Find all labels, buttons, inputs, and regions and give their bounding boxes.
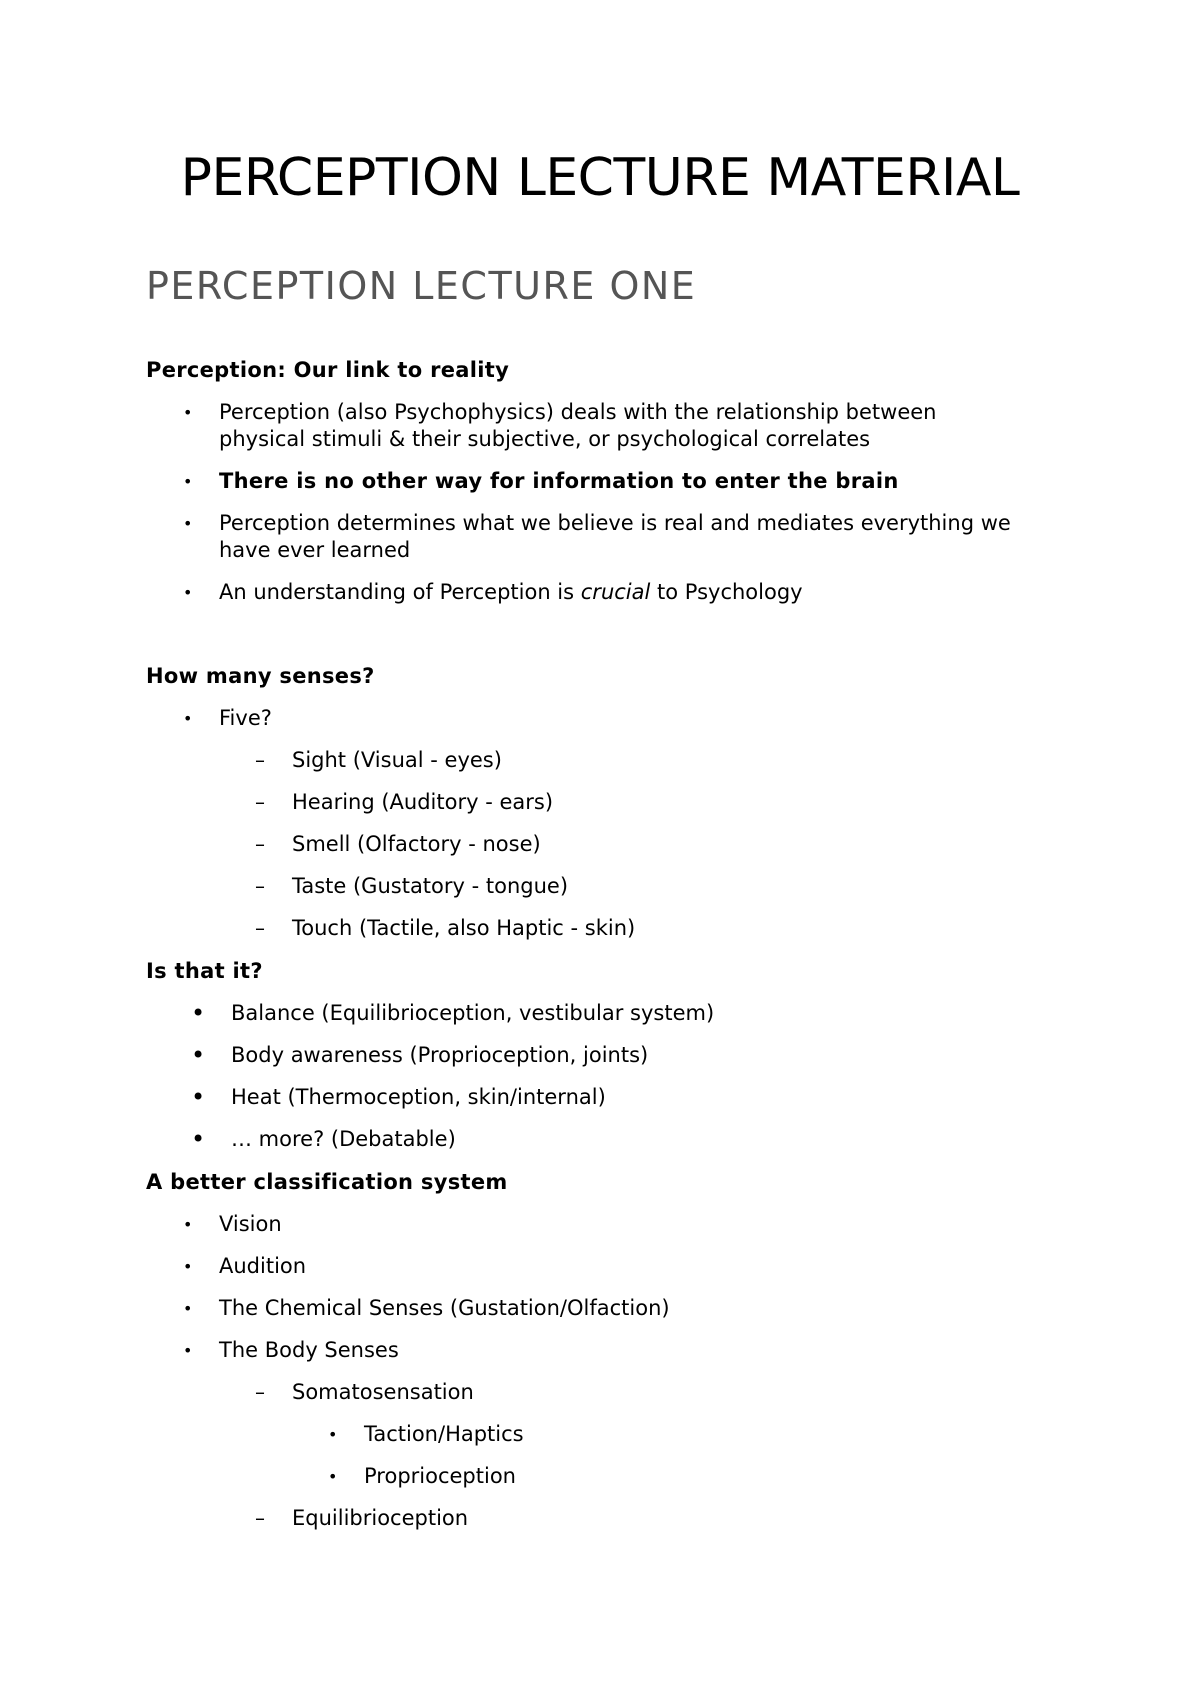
list-item-continuation: have ever learned: [219, 538, 411, 562]
list-item: Five?: [219, 706, 272, 730]
bullet-marker: •: [191, 999, 206, 1027]
document-title: PERCEPTION LECTURE MATERIAL: [180, 148, 1020, 208]
bullet-marker: •: [183, 709, 193, 728]
sub-list-item: Equilibrioception: [292, 1506, 469, 1530]
bullet-marker: •: [183, 514, 193, 533]
list-item: The Chemical Senses (Gustation/Olfaction): [219, 1296, 670, 1320]
list-item-continuation: physical stimuli & their subjective, or psychological correlates: [219, 427, 871, 451]
sub-list-item: Sight (Visual - eyes): [292, 748, 502, 772]
section-heading-how-many-senses: How many senses?: [146, 664, 375, 688]
bullet-marker: •: [328, 1467, 338, 1486]
lecture-subtitle: PERCEPTION LECTURE ONE: [146, 264, 697, 308]
bullet-marker: •: [191, 1083, 206, 1111]
sub-list-item: Taste (Gustatory - tongue): [292, 874, 569, 898]
list-item: Balance (Equilibrioception, vestibular system): [231, 1001, 715, 1025]
sub-sub-list-item: Proprioception: [364, 1464, 516, 1488]
dash-marker: –: [255, 832, 265, 856]
bullet-marker: •: [191, 1041, 206, 1069]
bullet-marker: •: [183, 1215, 193, 1234]
dash-marker: –: [255, 790, 265, 814]
list-item: There is no other way for information to enter the brain: [219, 469, 899, 493]
bullet-marker: •: [328, 1425, 338, 1444]
list-item: [219, 579, 803, 606]
dash-marker: –: [255, 1380, 265, 1404]
list-item: Body awareness (Proprioception, joints): [231, 1043, 649, 1067]
dash-marker: –: [255, 1506, 265, 1530]
sub-list-item: Somatosensation: [292, 1380, 474, 1404]
bullet-marker: •: [183, 1299, 193, 1318]
dash-marker: –: [255, 916, 265, 940]
sub-list-item: Smell (Olfactory - nose): [292, 832, 541, 856]
list-item: Heat (Thermoception, skin/internal): [231, 1085, 606, 1109]
sub-sub-list-item: Taction/Haptics: [364, 1422, 524, 1446]
bullet-marker: •: [183, 1257, 193, 1276]
item-text: An understanding of Perception is: [219, 580, 581, 604]
sub-list-item: Touch (Tactile, also Haptic - skin): [292, 916, 636, 940]
section-heading-link-to-reality: Perception: Our link to reality: [146, 358, 510, 382]
sub-list-item: Hearing (Auditory - ears): [292, 790, 554, 814]
list-item: Vision: [219, 1212, 282, 1236]
emphasis-text: crucial: [580, 580, 651, 604]
section-heading-classification-system: A better classification system: [146, 1170, 508, 1194]
list-item: The Body Senses: [219, 1338, 399, 1362]
bullet-marker: •: [183, 472, 193, 491]
item-text: to Psychology: [650, 580, 803, 604]
list-item: Perception (also Psychophysics) deals with the relationship between: [219, 400, 937, 424]
list-item: … more? (Debatable): [231, 1127, 456, 1151]
bullet-marker: •: [191, 1125, 206, 1153]
section-heading-is-that-it: Is that it?: [146, 959, 263, 983]
dash-marker: –: [255, 874, 265, 898]
dash-marker: –: [255, 748, 265, 772]
bullet-marker: •: [183, 583, 193, 602]
bullet-marker: •: [183, 403, 193, 422]
list-item: Perception determines what we believe is real and mediates everything we: [219, 511, 1011, 535]
list-item: Audition: [219, 1254, 307, 1278]
bullet-marker: •: [183, 1341, 193, 1360]
